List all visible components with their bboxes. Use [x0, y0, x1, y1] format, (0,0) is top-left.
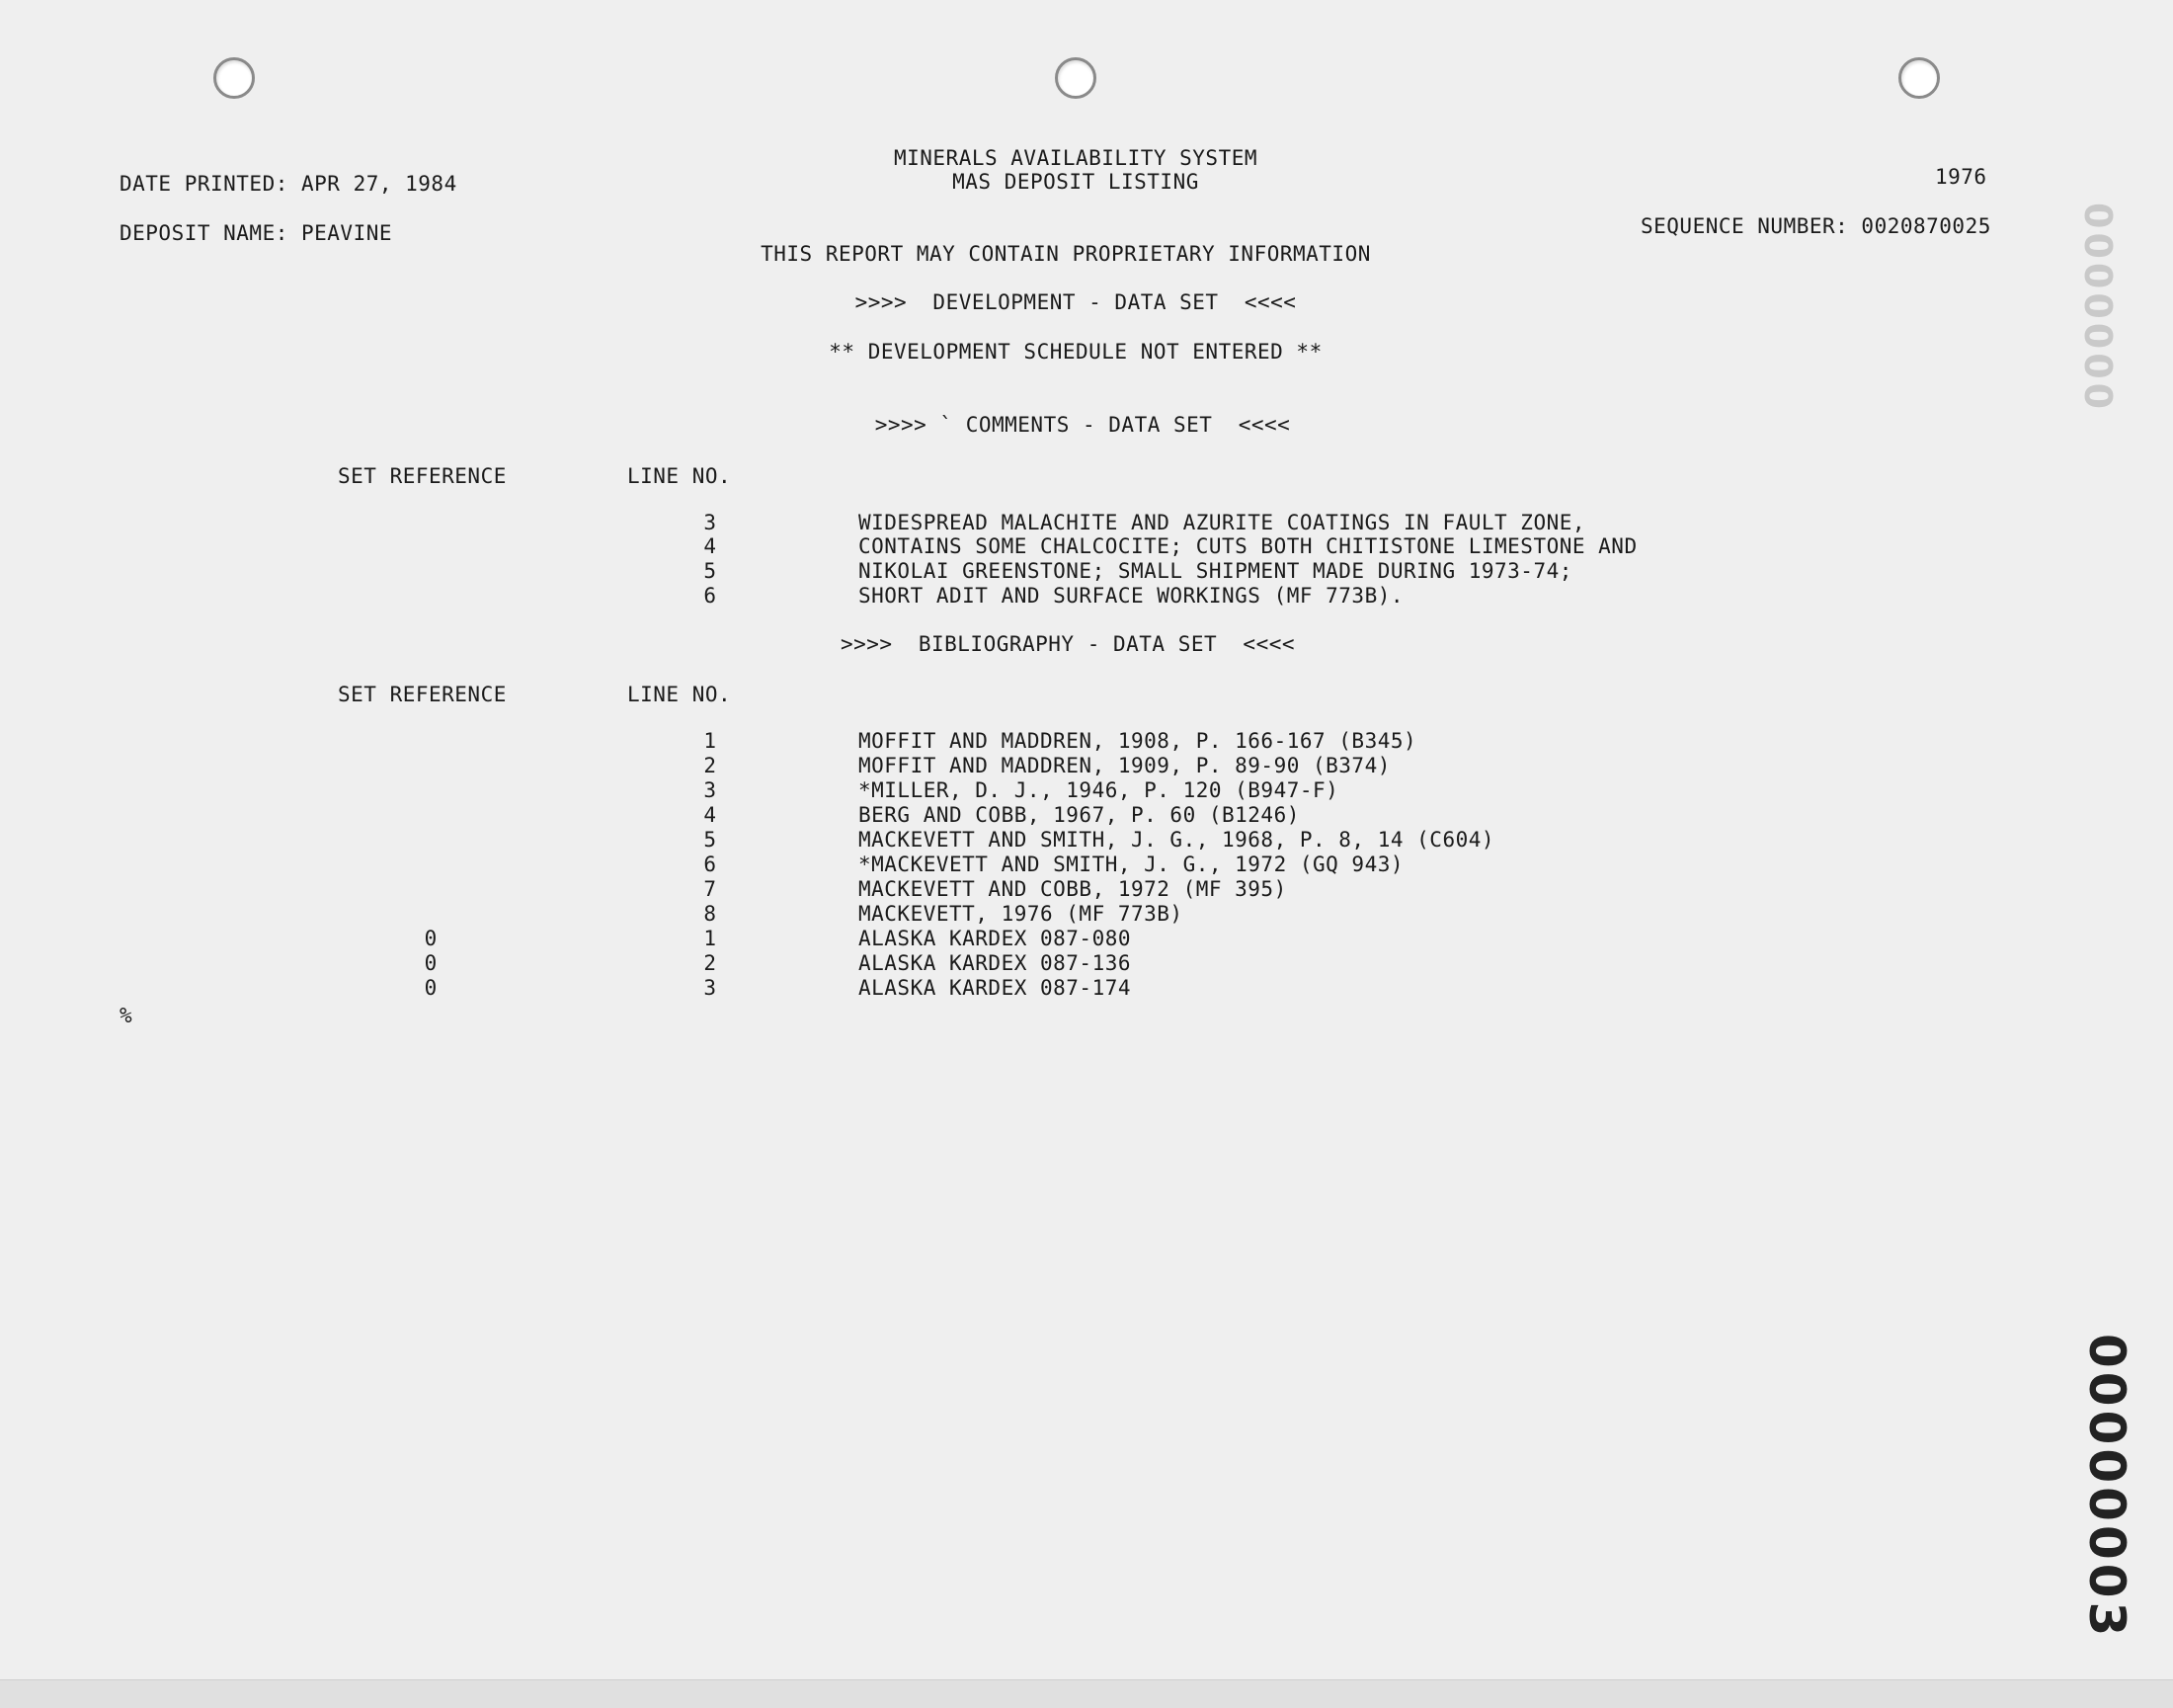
listing-title: MAS DEPOSIT LISTING	[952, 170, 1199, 194]
deposit-name: DEPOSIT NAME: PEAVINE	[120, 221, 393, 245]
bibliography-entry: ALASKA KARDEX 087-136	[858, 951, 1132, 975]
line-no: 4	[703, 803, 716, 827]
comments-heading: >>>> ` COMMENTS - DATA SET <<<<	[874, 413, 1291, 437]
proprietary-notice: THIS REPORT MAY CONTAIN PROPRIETARY INFORMATION	[761, 242, 1371, 266]
development-note: ** DEVELOPMENT SCHEDULE NOT ENTERED **	[829, 340, 1323, 364]
bibliography-col-set-reference: SET REFERENCE	[338, 683, 507, 706]
bibliography-entry: BERG AND COBB, 1967, P. 60 (B1246)	[858, 803, 1300, 827]
set-reference: 0	[424, 927, 438, 950]
comments-col-line-no: LINE NO.	[627, 464, 732, 488]
punch-hole-left	[213, 57, 255, 99]
line-no: 5	[703, 559, 716, 583]
line-no: 1	[703, 729, 716, 753]
punch-hole-right	[1898, 57, 1940, 99]
line-no: 6	[703, 584, 716, 608]
system-title: MINERALS AVAILABILITY SYSTEM	[893, 146, 1258, 170]
line-no: 3	[703, 976, 716, 1000]
sequence-number: SEQUENCE NUMBER: 0020870025	[1641, 214, 1991, 238]
comments-col-set-reference: SET REFERENCE	[338, 464, 507, 488]
bibliography-entry: MOFFIT AND MADDREN, 1909, P. 89-90 (B374)	[858, 754, 1391, 777]
line-no: 4	[703, 534, 716, 558]
bibliography-entry: *MACKEVETT AND SMITH, J. G., 1972 (GQ 943)	[858, 853, 1405, 876]
comment-text: NIKOLAI GREENSTONE; SMALL SHIPMENT MADE DURING 1973-74;	[858, 559, 1572, 583]
bibliography-col-line-no: LINE NO.	[627, 683, 732, 706]
date-printed: DATE PRINTED: APR 27, 1984	[120, 172, 457, 196]
comment-text: CONTAINS SOME CHALCOCITE; CUTS BOTH CHITISTONE LIMESTONE AND	[858, 534, 1638, 558]
line-no: 1	[703, 927, 716, 950]
line-no: 6	[703, 853, 716, 876]
report-year: 1976	[1935, 165, 1987, 189]
line-no: 2	[703, 754, 716, 777]
line-no: 3	[703, 511, 716, 534]
development-heading: >>>> DEVELOPMENT - DATA SET <<<<	[854, 290, 1297, 314]
bibliography-heading: >>>> BIBLIOGRAPHY - DATA SET <<<<	[840, 632, 1296, 656]
bibliography-entry: MACKEVETT, 1976 (MF 773B)	[858, 902, 1183, 926]
bibliography-entry: ALASKA KARDEX 087-080	[858, 927, 1132, 950]
bibliography-entry: MACKEVETT AND COBB, 1972 (MF 395)	[858, 877, 1287, 901]
bibliography-entry: *MILLER, D. J., 1946, P. 120 (B947-F)	[858, 778, 1339, 802]
line-no: 8	[703, 902, 716, 926]
comment-text: WIDESPREAD MALACHITE AND AZURITE COATINGS IN FAULT ZONE,	[858, 511, 1586, 534]
line-no: 5	[703, 828, 716, 852]
footer-mark: %	[120, 1004, 133, 1027]
punch-hole-center	[1055, 57, 1096, 99]
line-no: 2	[703, 951, 716, 975]
bibliography-entry: ALASKA KARDEX 087-174	[858, 976, 1132, 1000]
faint-page-stamp: 0000000	[2076, 203, 2120, 414]
page-number-stamp: 00000003	[2078, 1334, 2135, 1641]
set-reference: 0	[424, 976, 438, 1000]
bibliography-entry: MOFFIT AND MADDREN, 1908, P. 166-167 (B345)	[858, 729, 1417, 753]
bibliography-entry: MACKEVETT AND SMITH, J. G., 1968, P. 8, 14 (C604)	[858, 828, 1495, 852]
line-no: 7	[703, 877, 716, 901]
comment-text: SHORT ADIT AND SURFACE WORKINGS (MF 773B).	[858, 584, 1405, 608]
set-reference: 0	[424, 951, 438, 975]
line-no: 3	[703, 778, 716, 802]
scanner-bottom-edge	[0, 1679, 2173, 1708]
